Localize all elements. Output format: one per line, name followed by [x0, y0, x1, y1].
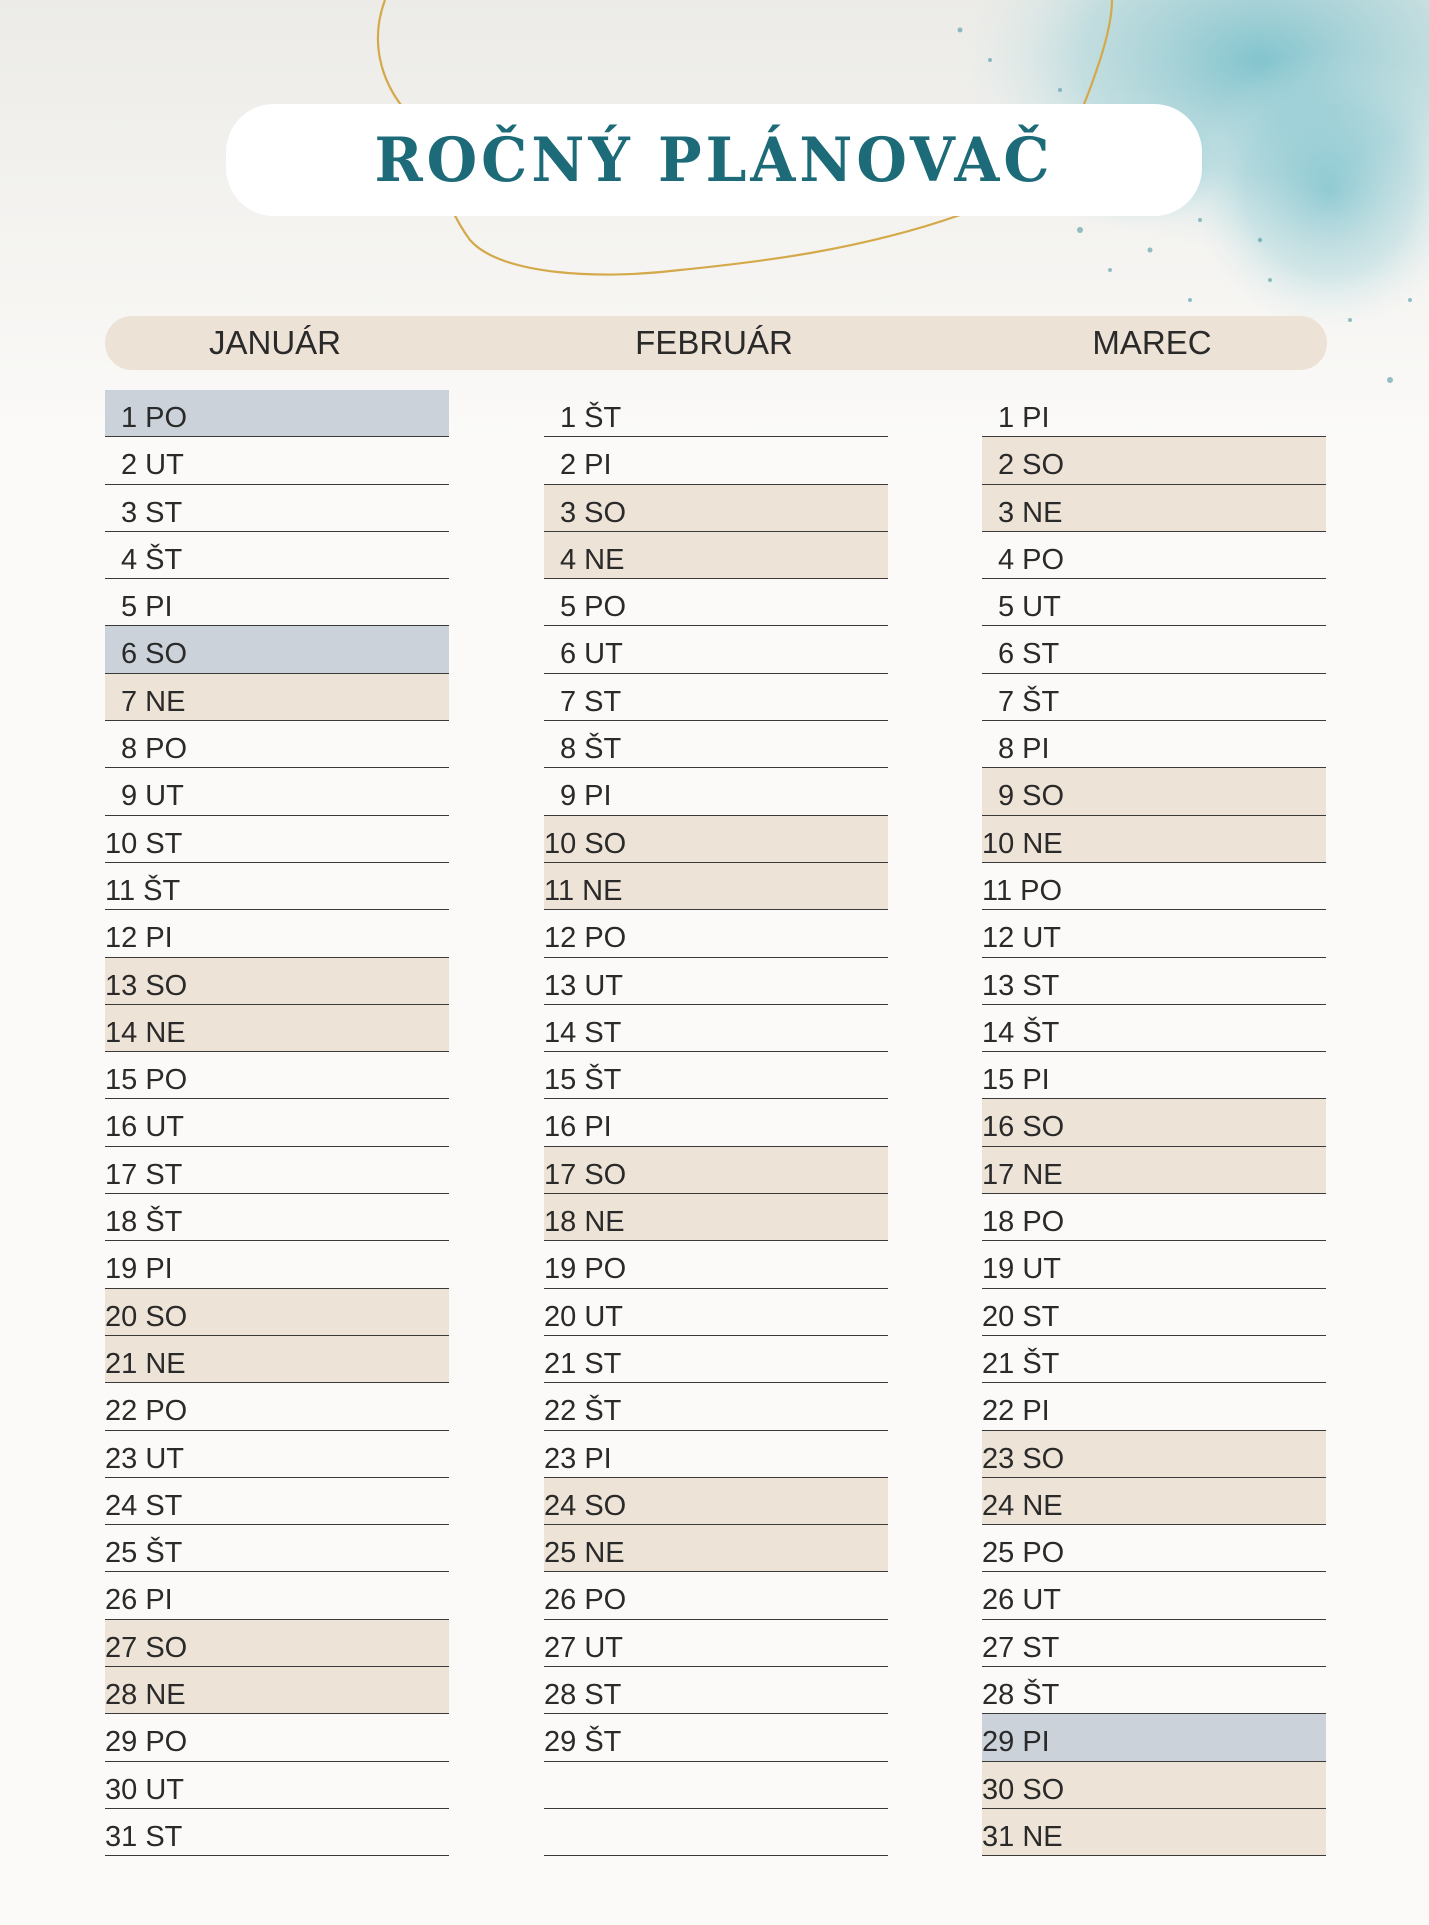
- day-label: 30 UT: [105, 1773, 184, 1806]
- day-row: [544, 1809, 888, 1856]
- day-label: 19 UT: [982, 1253, 1061, 1286]
- day-label: 22 PO: [105, 1395, 188, 1428]
- day-label: 21 NE: [105, 1347, 186, 1380]
- month-label-february: FEBRUÁR: [635, 324, 793, 361]
- day-label: 23 UT: [105, 1442, 184, 1475]
- title-banner: [226, 104, 1202, 216]
- day-label: 1 ŠT: [560, 402, 622, 434]
- day-label: 9 PI: [560, 780, 612, 813]
- day-label: 29 ŠT: [544, 1726, 622, 1759]
- day-row: [982, 674, 1326, 721]
- day-row: [544, 1714, 888, 1761]
- day-label: 15 PO: [105, 1064, 188, 1097]
- day-label: 19 PI: [105, 1253, 173, 1286]
- day-row: [105, 721, 449, 768]
- day-label: 27 UT: [544, 1631, 623, 1664]
- day-label: 18 ŠT: [105, 1206, 183, 1239]
- day-label: 8 PO: [121, 733, 188, 766]
- day-label: 10 SO: [544, 827, 627, 860]
- day-label: 25 NE: [544, 1537, 625, 1570]
- day-row: [982, 1525, 1326, 1572]
- day-row: [105, 1052, 449, 1099]
- day-row: [982, 532, 1326, 579]
- day-row: [544, 1336, 888, 1383]
- day-label: 10 ST: [105, 827, 183, 860]
- day-label: 20 SO: [105, 1300, 188, 1333]
- day-label: 2 PI: [560, 449, 612, 482]
- day-label: 6 UT: [560, 638, 623, 671]
- day-row: [105, 1194, 449, 1241]
- day-label: 26 UT: [982, 1584, 1061, 1617]
- day-row: [105, 579, 449, 626]
- day-label: 23 PI: [544, 1442, 612, 1475]
- day-label: 15 PI: [982, 1064, 1050, 1097]
- day-row: [544, 1525, 888, 1572]
- day-row: [105, 910, 449, 957]
- day-row: [982, 1289, 1326, 1336]
- day-row: [982, 485, 1326, 532]
- day-label: 14 NE: [105, 1016, 186, 1049]
- day-label: 28 NE: [105, 1679, 186, 1712]
- day-label: 25 ŠT: [105, 1537, 183, 1570]
- day-label: 7 NE: [121, 685, 186, 718]
- day-row: [105, 390, 449, 437]
- day-label: 4 ŠT: [121, 543, 183, 576]
- day-label: 3 ST: [121, 496, 183, 529]
- day-label: 27 ST: [982, 1631, 1060, 1664]
- day-label: 21 ST: [544, 1347, 622, 1380]
- day-label: 26 PO: [544, 1584, 627, 1617]
- day-row: [544, 958, 888, 1005]
- day-row: [982, 721, 1326, 768]
- day-row: [105, 1809, 449, 1856]
- day-row: [105, 1525, 449, 1572]
- day-label: 17 SO: [544, 1158, 627, 1191]
- day-row: [544, 721, 888, 768]
- day-row: [544, 626, 888, 673]
- day-row: [544, 1572, 888, 1619]
- day-label: 12 UT: [982, 922, 1061, 955]
- day-label: 31 NE: [982, 1820, 1063, 1853]
- day-label: 13 UT: [544, 969, 623, 1002]
- day-row: [105, 626, 449, 673]
- day-label: 14 ST: [544, 1016, 622, 1049]
- day-label: 2 SO: [998, 449, 1065, 482]
- day-row: [544, 390, 888, 437]
- day-row: [982, 579, 1326, 626]
- day-row: [105, 1478, 449, 1525]
- day-label: 30 SO: [982, 1773, 1065, 1806]
- day-row: [544, 910, 888, 957]
- day-row: [105, 1289, 449, 1336]
- day-label: 17 NE: [982, 1158, 1063, 1191]
- day-label: 13 ST: [982, 969, 1060, 1002]
- day-row: [544, 1289, 888, 1336]
- day-row: [544, 1478, 888, 1525]
- february-column: [544, 390, 888, 1856]
- day-row: [982, 1714, 1326, 1761]
- day-row: [105, 674, 449, 721]
- day-row: [982, 437, 1326, 484]
- day-label: 5 PO: [560, 591, 627, 624]
- day-label: 25 PO: [982, 1537, 1065, 1570]
- day-label: 26 PI: [105, 1584, 173, 1617]
- day-label: 9 UT: [121, 780, 184, 813]
- day-row: [982, 1620, 1326, 1667]
- day-label: 9 SO: [998, 780, 1065, 813]
- day-label: 18 NE: [544, 1206, 625, 1239]
- day-label: 1 PO: [121, 402, 188, 434]
- day-label: 4 NE: [560, 543, 625, 576]
- day-label: 31 ST: [105, 1820, 183, 1853]
- day-row: [982, 626, 1326, 673]
- day-row: [982, 910, 1326, 957]
- day-label: 20 ST: [982, 1300, 1060, 1333]
- day-row: [544, 1005, 888, 1052]
- day-label: 5 UT: [998, 591, 1061, 624]
- day-row: [105, 1620, 449, 1667]
- day-row: [105, 1241, 449, 1288]
- day-row: [544, 816, 888, 863]
- day-row: [982, 1241, 1326, 1288]
- day-label: 18 PO: [982, 1206, 1065, 1239]
- day-label: 8 PI: [998, 733, 1050, 766]
- day-row: [105, 1099, 449, 1146]
- day-row: [982, 1194, 1326, 1241]
- day-label: 11 PO: [982, 874, 1063, 907]
- march-column: [982, 390, 1326, 1856]
- day-row: [544, 579, 888, 626]
- day-row: [544, 1052, 888, 1099]
- day-row: [982, 816, 1326, 863]
- day-label: 10 NE: [982, 827, 1063, 860]
- day-label: 8 ŠT: [560, 733, 622, 766]
- day-row: [982, 390, 1326, 437]
- day-row: [105, 863, 449, 910]
- day-row: [544, 1194, 888, 1241]
- day-row: [982, 958, 1326, 1005]
- day-label: 28 ŠT: [982, 1679, 1060, 1712]
- day-label: 24 SO: [544, 1489, 627, 1522]
- page-title: ROČNÝ PLÁNOVAČ: [374, 124, 1054, 196]
- day-label: 29 PI: [982, 1726, 1050, 1759]
- day-row: [544, 1241, 888, 1288]
- day-row: [544, 1431, 888, 1478]
- day-row: [982, 1431, 1326, 1478]
- day-row: [544, 437, 888, 484]
- day-row: [105, 1762, 449, 1809]
- day-label: 15 ŠT: [544, 1064, 622, 1097]
- day-label: 20 UT: [544, 1300, 623, 1333]
- day-label: 22 PI: [982, 1395, 1050, 1428]
- day-row: [544, 768, 888, 815]
- day-label: 19 PO: [544, 1253, 627, 1286]
- day-row: [105, 1147, 449, 1194]
- day-row: [544, 1620, 888, 1667]
- day-row: [982, 1478, 1326, 1525]
- day-row: [105, 1714, 449, 1761]
- day-row: [982, 1147, 1326, 1194]
- day-label: 3 NE: [998, 496, 1063, 529]
- day-row: [544, 1099, 888, 1146]
- day-row: [982, 863, 1326, 910]
- day-label: 24 NE: [982, 1489, 1063, 1522]
- january-column: [105, 390, 449, 1856]
- day-row: [982, 1336, 1326, 1383]
- day-row: [544, 674, 888, 721]
- day-label: 27 SO: [105, 1631, 188, 1664]
- day-row: [982, 1383, 1326, 1430]
- day-label: 22 ŠT: [544, 1395, 622, 1428]
- day-row: [982, 1762, 1326, 1809]
- day-row: [105, 437, 449, 484]
- day-row: [544, 1147, 888, 1194]
- day-row: [544, 863, 888, 910]
- day-row: [982, 1572, 1326, 1619]
- day-label: 6 SO: [121, 638, 188, 671]
- day-label: 21 ŠT: [982, 1347, 1060, 1380]
- day-row: [105, 1667, 449, 1714]
- day-row: [105, 1383, 449, 1430]
- day-row: [544, 532, 888, 579]
- day-row: [105, 532, 449, 579]
- watercolor-splash-decoration: [0, 0, 1429, 440]
- day-row: [105, 1431, 449, 1478]
- day-row: [105, 958, 449, 1005]
- day-label: 5 PI: [121, 591, 173, 624]
- day-row: [982, 1005, 1326, 1052]
- day-label: 11 ŠT: [105, 874, 181, 907]
- day-label: 23 SO: [982, 1442, 1065, 1475]
- day-row: [982, 1052, 1326, 1099]
- day-row: [544, 485, 888, 532]
- day-row: [105, 1005, 449, 1052]
- day-row: [105, 816, 449, 863]
- day-label: 12 PI: [105, 922, 173, 955]
- day-row: [105, 485, 449, 532]
- day-label: 7 ST: [560, 685, 622, 718]
- day-label: 1 PI: [998, 402, 1050, 434]
- day-label: 29 PO: [105, 1726, 188, 1759]
- day-label: 13 SO: [105, 969, 188, 1002]
- day-label: 16 PI: [544, 1111, 612, 1144]
- day-label: 16 UT: [105, 1111, 184, 1144]
- day-label: 2 UT: [121, 449, 184, 482]
- day-row: [105, 1336, 449, 1383]
- day-row: [982, 1809, 1326, 1856]
- day-row: [544, 1383, 888, 1430]
- day-label: 4 PO: [998, 543, 1065, 576]
- day-label: 6 ST: [998, 638, 1060, 671]
- day-label: 11 NE: [544, 874, 623, 907]
- month-label-march: MAREC: [1092, 324, 1212, 361]
- day-row: [982, 1099, 1326, 1146]
- day-label: 16 SO: [982, 1111, 1065, 1144]
- month-label-january: JANUÁR: [208, 324, 342, 361]
- day-label: 24 ST: [105, 1489, 183, 1522]
- day-row: [105, 1572, 449, 1619]
- day-label: 17 ST: [105, 1158, 183, 1191]
- day-label: 12 PO: [544, 922, 627, 955]
- day-label: 7 ŠT: [998, 685, 1060, 718]
- day-row: [544, 1667, 888, 1714]
- day-row: [105, 768, 449, 815]
- day-label: 14 ŠT: [982, 1016, 1060, 1049]
- day-label: 3 SO: [560, 496, 627, 529]
- day-row: [982, 768, 1326, 815]
- day-row: [982, 1667, 1326, 1714]
- day-label: 28 ST: [544, 1679, 622, 1712]
